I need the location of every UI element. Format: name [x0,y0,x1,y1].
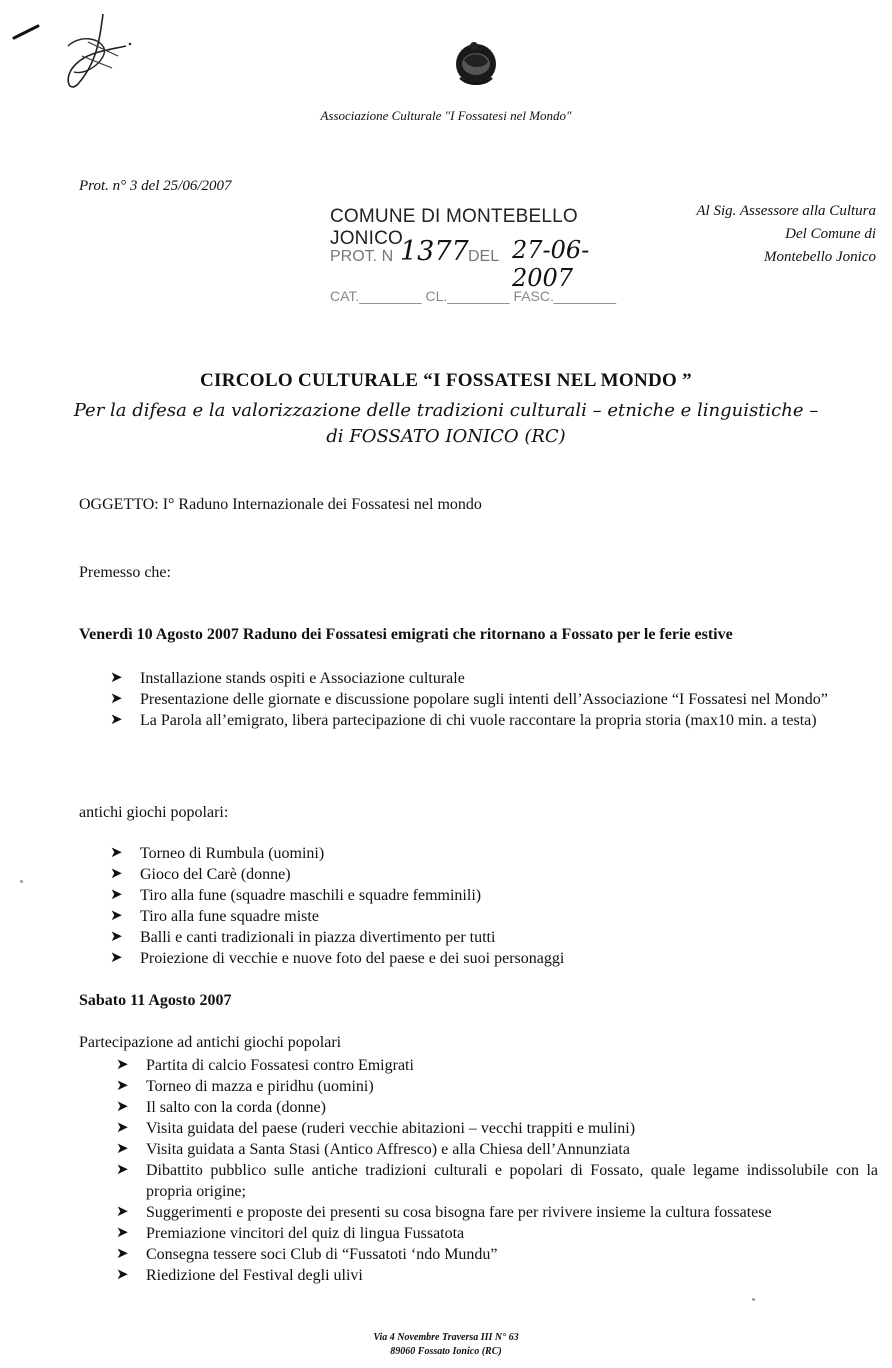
subject-line: OGGETTO: I° Raduno Internazionale dei Fossatesi nel mondo [79,496,482,513]
day2-intro: Partecipazione ad antichi giochi popolari [79,1034,342,1051]
list-item: ➤ Tiro alla fune squadre miste [110,908,319,925]
stamp-prot-date: 27-06-2007 [512,236,590,292]
day2-list [116,1055,878,1286]
list-item: ➤ Premiazione vincitori del quiz di lingua Fussatota [116,1225,465,1242]
subtitle-line-1: Per la difesa e la valorizzazione delle tradizioni culturali – etniche e linguistiche – [73,400,819,421]
list-item: ➤ Dibattito pubblico sulle antiche tradizioni culturali e popolari di Fossato, quale legame indissolubile con la propria origine; [116,1162,878,1200]
association-emblem-icon [450,38,502,90]
list-item: ➤ Balli e canti tradizionali in piazza divertimento per tutti [110,929,496,946]
arrowhead-bullet-icon: ➤ [110,887,123,903]
arrowhead-bullet-icon: ➤ [116,1246,129,1262]
list-item: ➤ Gioco del Carè (donne) [110,866,291,883]
list-item: ➤ Presentazione delle giornate e discussione popolare sugli intenti dell’Associazione “I Fossatesi nel Mondo” [110,691,828,708]
stamp-del-label: DEL [468,248,500,265]
arrowhead-bullet-icon: ➤ [116,1120,129,1136]
scan-speck [20,880,23,883]
footer-line-1: Via 4 Novembre Traversa III N° 63 [373,1332,519,1343]
footer-line-2: 89060 Fossato Ionico (RC) [390,1346,502,1357]
list-item: ➤ Partita di calcio Fossatesi contro Emigrati [116,1057,414,1074]
arrowhead-bullet-icon: ➤ [110,929,123,945]
stamp-prot-prefix: PROT. N [330,248,394,265]
protocol-stamp [330,206,630,321]
list-item: ➤ Consegna tessere soci Club di “Fussatoti ‘ndo Mundu” [116,1246,498,1263]
arrowhead-bullet-icon: ➤ [116,1204,129,1220]
arrowhead-bullet-icon: ➤ [116,1267,129,1283]
footer-address [0,1331,892,1359]
scan-speck [752,1298,755,1301]
list-item: ➤ Visita guidata a Santa Stasi (Antico Affresco) e alla Chiesa dell’Annunziata [116,1141,630,1158]
list-item: ➤ La Parola all’emigrato, libera partecipazione di chi vuole raccontare la propria storia (max10 min. a testa) [110,712,817,729]
arrowhead-bullet-icon: ➤ [110,691,123,707]
recipient-line-3: Montebello Jonico [763,249,876,265]
day1-heading: Venerdì 10 Agosto 2007 Raduno dei Fossatesi emigrati che ritornano a Fossato per le ferie estive [79,626,733,643]
arrowhead-bullet-icon: ➤ [116,1057,129,1073]
list-item: ➤ Tiro alla fune (squadre maschili e squadre femminili) [110,887,482,904]
document-subtitle [0,398,892,450]
stamp-cat-line: CAT.________ CL.________ FASC.________ [330,288,617,304]
list-item: ➤ Proiezione di vecchie e nuove foto del paese e dei suoi personaggi [110,950,565,967]
list-item: ➤ Torneo di mazza e piridhu (uomini) [116,1078,374,1095]
list-item: ➤ Il salto con la corda (donne) [116,1099,326,1116]
day2-heading: Sabato 11 Agosto 2007 [79,992,232,1009]
games-intro: antichi giochi popolari: [79,804,229,821]
list-item: ➤ Torneo di Rumbula (uomini) [110,845,325,862]
games-list [110,843,874,969]
list-item: ➤ Installazione stands ospiti e Associazione culturale [110,670,465,687]
arrowhead-bullet-icon: ➤ [110,712,123,728]
list-item: ➤ Suggerimenti e proposte dei presenti su cosa bisogna fare per rivivere insieme la cultura fossatese [116,1204,772,1221]
handwritten-signature-icon [8,6,138,96]
arrowhead-bullet-icon: ➤ [110,908,123,924]
arrowhead-bullet-icon: ➤ [110,950,123,966]
subtitle-line-2: di FOSSATO IONICO (RC) [326,426,566,447]
recipient-line-1: Al Sig. Assessore alla Cultura [696,203,876,219]
list-item: ➤ Visita guidata del paese (ruderi vecchie abitazioni – vecchi trappiti e mulini) [116,1120,636,1137]
protocol-number: Prot. n° 3 del 25/06/2007 [79,178,232,194]
recipient-block [696,200,876,269]
recipient-line-2: Del Comune di [785,226,876,242]
document-title: CIRCOLO CULTURALE “I FOSSATESI NEL MONDO ” [200,370,692,391]
list-item: ➤ Riedizione del Festival degli ulivi [116,1267,363,1284]
arrowhead-bullet-icon: ➤ [116,1078,129,1094]
arrowhead-bullet-icon: ➤ [110,670,123,686]
stamp-prot-number: 1377 [400,236,469,267]
arrowhead-bullet-icon: ➤ [110,845,123,861]
arrowhead-bullet-icon: ➤ [116,1099,129,1115]
association-line: Associazione Culturale "I Fossatesi nel Mondo" [320,108,572,123]
arrowhead-bullet-icon: ➤ [116,1225,129,1241]
day1-list [110,668,874,731]
stamp-municipality: COMUNE DI MONTEBELLO JONICO [330,206,578,249]
arrowhead-bullet-icon: ➤ [116,1141,129,1157]
arrowhead-bullet-icon: ➤ [116,1162,129,1178]
arrowhead-bullet-icon: ➤ [110,866,123,882]
premise-line: Premesso che: [79,564,171,581]
